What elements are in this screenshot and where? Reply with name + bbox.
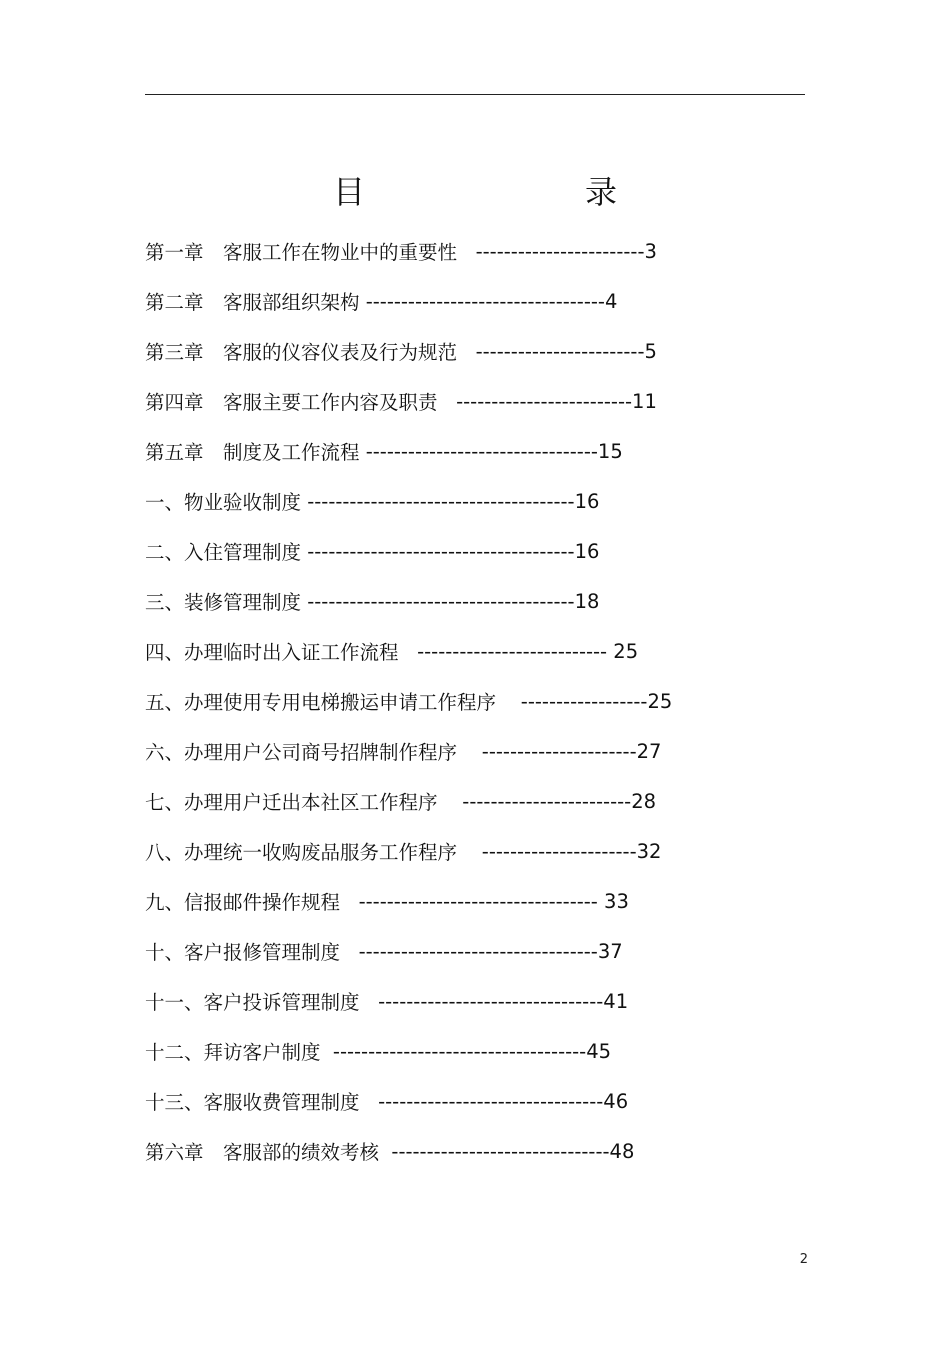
toc-page-number: 18: [574, 589, 600, 613]
toc-entry-chapter-3[interactable]: [145, 326, 825, 376]
toc-page-number: 32: [636, 839, 662, 863]
toc-leader: ----------------------: [457, 739, 637, 763]
toc-entry-section-2[interactable]: [145, 526, 825, 576]
toc-title: 目 录: [332, 173, 669, 211]
toc-entry-section-8[interactable]: [145, 826, 825, 876]
toc-leader: ----------------------------------: [340, 939, 598, 963]
toc-leader: ----------------------------------: [359, 289, 605, 313]
toc-page-number: 41: [603, 989, 629, 1013]
toc-entry-label: 七、办理用户迁出本社区工作程序: [145, 791, 438, 814]
toc-entry-chapter-2[interactable]: [145, 276, 825, 326]
toc-entry-section-13[interactable]: [145, 1076, 825, 1126]
toc-entry-label: 十一、客户投诉管理制度: [145, 991, 360, 1014]
toc-page-number: 16: [574, 539, 600, 563]
toc-leader: --------------------------------: [359, 1089, 604, 1113]
toc-leader: ------------------: [496, 689, 648, 713]
toc-entry-section-7[interactable]: [145, 776, 825, 826]
toc-entry-chapter-5[interactable]: [145, 426, 825, 476]
toc-entry-section-10[interactable]: [145, 926, 825, 976]
toc-leader: ------------------------------------: [320, 1039, 587, 1063]
toc-entry-chapter-1[interactable]: [145, 226, 825, 276]
toc-list: [145, 226, 825, 1176]
toc-page-number: 37: [597, 939, 623, 963]
toc-entry-label: 第一章 客服工作在物业中的重要性: [145, 241, 458, 264]
toc-entry-label: 第六章 客服部的绩效考核: [145, 1141, 380, 1164]
toc-entry-section-3[interactable]: [145, 576, 825, 626]
toc-entry-label: 第三章 客服的仪容仪表及行为规范: [145, 341, 458, 364]
toc-leader: ---------------------------: [398, 639, 608, 663]
toc-page-number: 45: [586, 1039, 612, 1063]
toc-leader: ----------------------------------: [340, 889, 598, 913]
toc-leader: ------------------------: [437, 789, 632, 813]
toc-leader: ------------------------: [457, 339, 645, 363]
toc-leader: -------------------------------: [379, 1139, 610, 1163]
toc-entry-label: 一、物业验收制度: [145, 491, 302, 514]
toc-entry-section-12[interactable]: [145, 1026, 825, 1076]
toc-page-number: 3: [644, 239, 657, 263]
toc-page-number: 48: [609, 1139, 635, 1163]
toc-leader: --------------------------------------: [301, 489, 575, 513]
toc-entry-label: 八、办理统一收购废品服务工作程序: [145, 841, 458, 864]
toc-page-number: 15: [597, 439, 623, 463]
toc-entry-section-11[interactable]: [145, 976, 825, 1026]
toc-page-number: 16: [574, 489, 600, 513]
toc-entry-label: 九、信报邮件操作规程: [145, 891, 341, 914]
toc-leader: --------------------------------------: [301, 539, 575, 563]
toc-page-number: 11: [632, 389, 657, 413]
toc-leader: --------------------------------: [359, 989, 604, 1013]
toc-entry-section-6[interactable]: [145, 726, 825, 776]
toc-entry-label: 第二章 客服部组织架构: [145, 291, 360, 314]
toc-leader: ---------------------------------: [359, 439, 598, 463]
toc-entry-chapter-4[interactable]: [145, 376, 825, 426]
toc-entry-label: 十二、拜访客户制度: [145, 1041, 321, 1064]
toc-page-number: 25: [607, 639, 639, 663]
toc-entry-label: 三、装修管理制度: [145, 591, 302, 614]
toc-page-number: 46: [603, 1089, 629, 1113]
toc-page-number: 27: [636, 739, 662, 763]
toc-leader: ------------------------: [457, 239, 645, 263]
page-number: 2: [799, 1252, 808, 1267]
toc-entry-section-1[interactable]: [145, 476, 825, 526]
toc-page-number: 25: [647, 689, 673, 713]
toc-leader: --------------------------------------: [301, 589, 575, 613]
toc-page-number: 28: [631, 789, 657, 813]
toc-entry-label: 十三、客服收费管理制度: [145, 1091, 360, 1114]
toc-leader: -------------------------: [437, 389, 633, 413]
toc-entry-chapter-6[interactable]: [145, 1126, 825, 1176]
toc-page-number: 5: [644, 339, 657, 363]
toc-leader: ----------------------: [457, 839, 637, 863]
toc-entry-label: 二、入住管理制度: [145, 541, 302, 564]
toc-entry-section-9[interactable]: [145, 876, 825, 926]
toc-page-number: 33: [597, 889, 629, 913]
toc-entry-label: 五、办理使用专用电梯搬运申请工作程序: [145, 691, 497, 714]
toc-entry-label: 六、办理用户公司商号招牌制作程序: [145, 741, 458, 764]
toc-entry-section-5[interactable]: [145, 676, 825, 726]
toc-entry-label: 第四章 客服主要工作内容及职责: [145, 391, 438, 414]
toc-entry-label: 四、办理临时出入证工作流程: [145, 641, 399, 664]
toc-entry-label: 十、客户报修管理制度: [145, 941, 341, 964]
toc-entry-label: 第五章 制度及工作流程: [145, 441, 360, 464]
toc-entry-section-4[interactable]: [145, 626, 825, 676]
toc-page-number: 4: [604, 289, 618, 313]
header-rule: [145, 94, 805, 95]
